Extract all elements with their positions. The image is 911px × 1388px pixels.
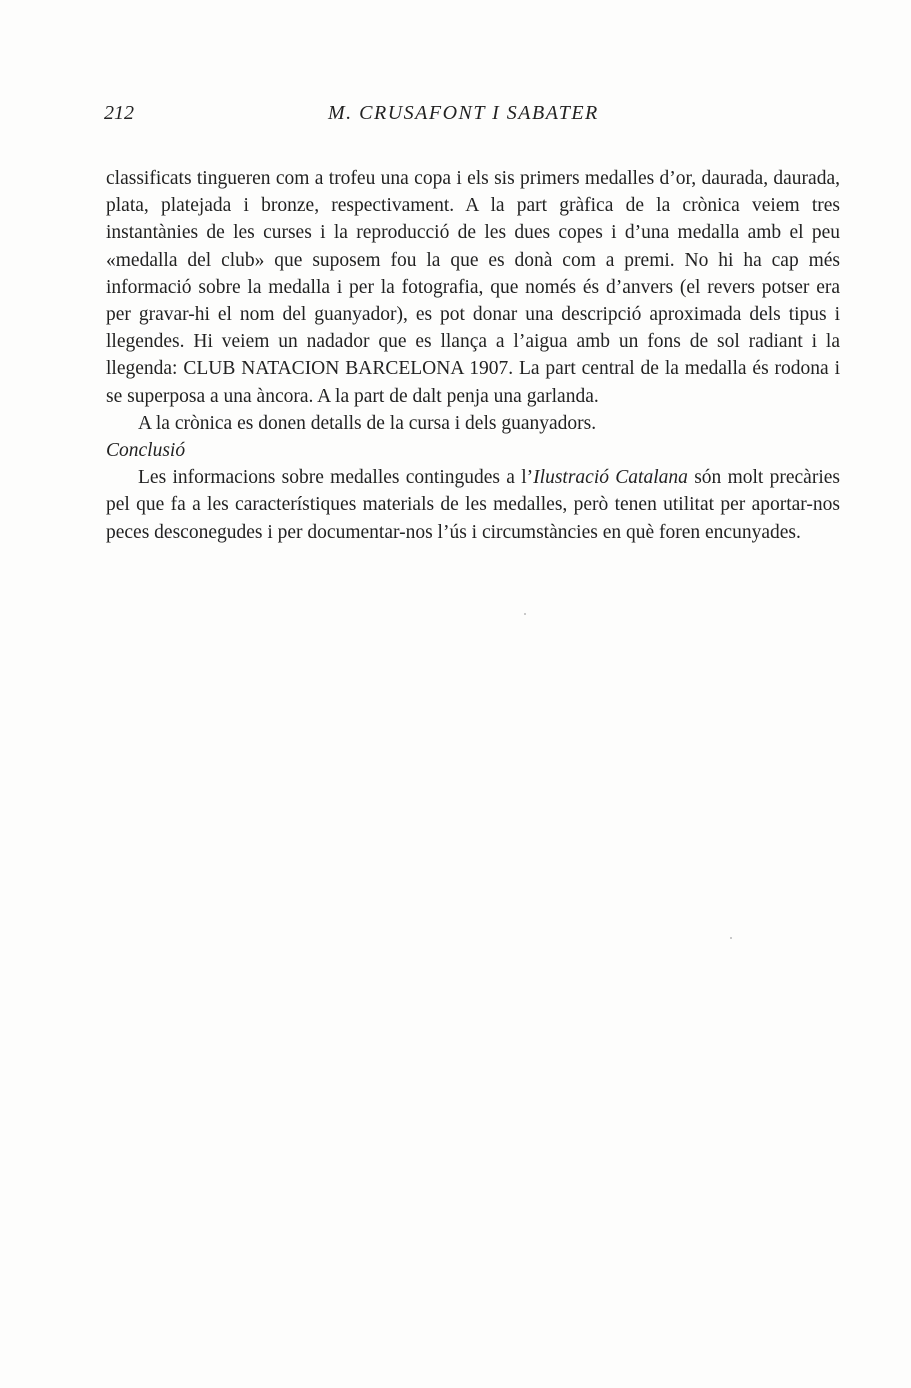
paragraph (106, 464, 840, 546)
section-heading: Conclusió (106, 440, 186, 462)
paragraph: classificats tingueren com a trofeu una copa i els sis primers medalles d’or, daurada, daurada, plata, platejada i bronze, respectivament. A la part gràfica de la crònica veiem tres instantànies de les curses i la reproducció de les dues copes i d’una medalla amb el peu «medalla del club» que suposem fou la que es donà com a premi. No hi ha cap més informació sobre la medalla i per la fotografia, que només és d’anvers (el revers potser era per gravar-hi el nom del guanyador), es pot donar una descripció aproximada dels tipus i llegendes. Hi veiem un nadador que es llança a l’aigua amb un fons de sol radiant i la llegenda: CLUB NATACION BARCELONA 1907. La part central de la medalla és rodona i se superposa a una àncora. A la part de dalt penja una garlanda. (106, 168, 840, 407)
running-head (104, 100, 840, 126)
body-text (106, 165, 840, 546)
paragraph: A la crònica es donen detalls de la cursa i dels guanyadors. (138, 412, 597, 434)
page-number: 212 (104, 102, 134, 124)
running-title: M. CRUSAFONT I SABATER (328, 102, 599, 124)
scan-speck (730, 937, 732, 939)
publication-title: Ilustració Catalana (533, 467, 688, 489)
paragraph-text: són molt precàries pel que fa a les característiques materials de les medalles, però tenen utilitat per aportar-nos peces desconegudes i per documentar-nos l’ús i circumstàncies en què foren encunyades. (106, 467, 840, 543)
scan-speck (524, 613, 526, 615)
paragraph-text: Les informacions sobre medalles contingudes a l’ (138, 467, 534, 489)
